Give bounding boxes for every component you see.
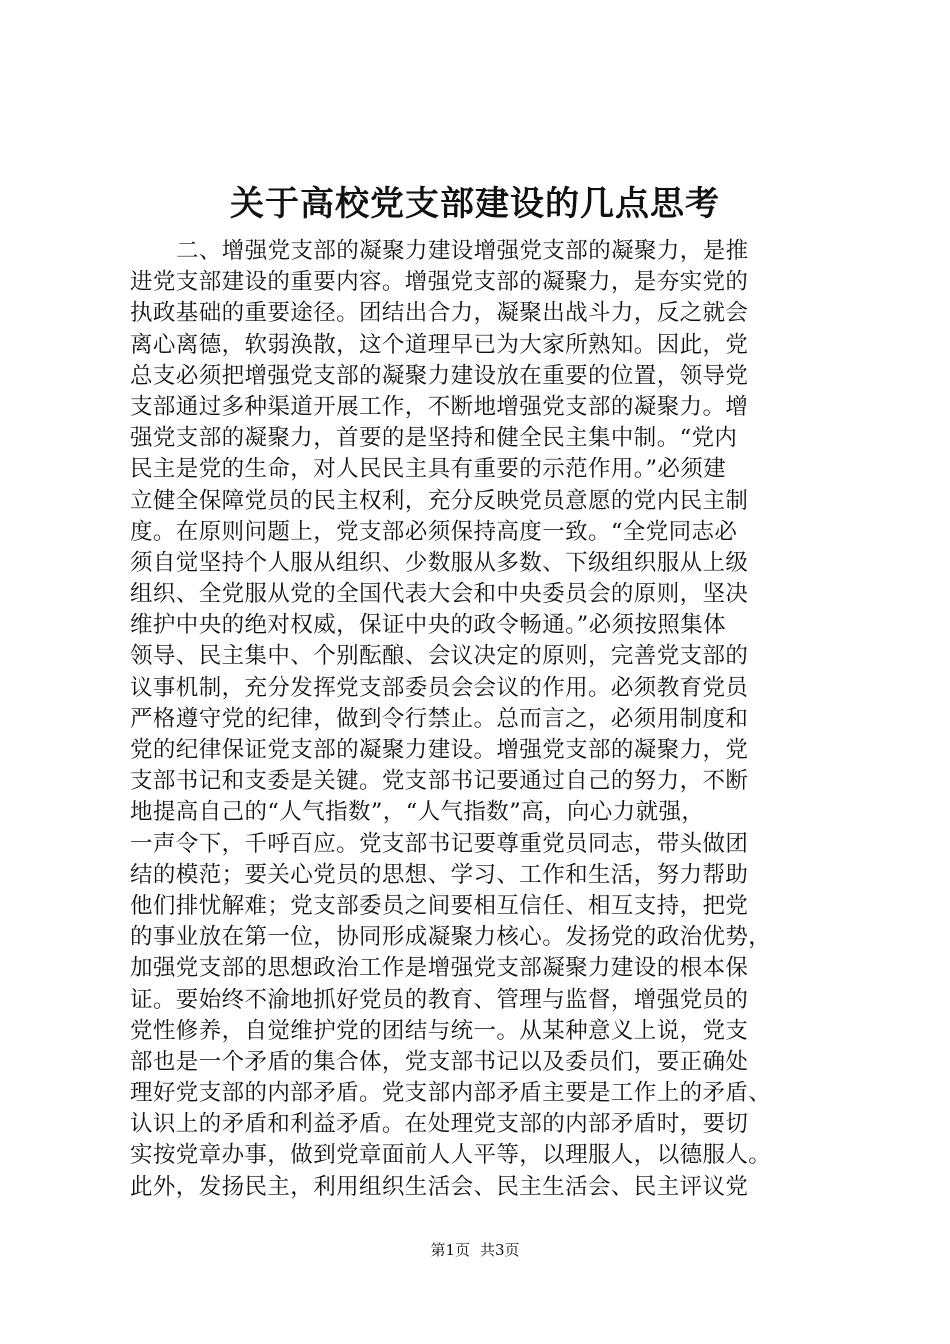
body-line: 认识上的矛盾和利益矛盾。在处理党支部的内部矛盾时，要切 xyxy=(130,1111,749,1138)
body-line: 结的模范；要关心党员的思想、学习、工作和生活，努力帮助 xyxy=(130,861,749,888)
body-line: 理好党支部的内部矛盾。党支部内部矛盾主要是工作上的矛盾、 xyxy=(130,1080,772,1107)
body-line: 议事机制，充分发挥党支部委员会会议的作用。必须教育党员 xyxy=(130,674,749,701)
document-body xyxy=(130,236,830,1203)
page-total: 共3页 xyxy=(480,1241,520,1259)
document-title: 关于高校党支部建设的几点思考 xyxy=(230,184,720,224)
body-line: 此外，发扬民主，利用组织生活会、民主生活会、民主评议党 xyxy=(130,1173,749,1200)
body-line: 须自觉坚持个人服从组织、少数服从多数、下级组织服从上级 xyxy=(130,549,749,576)
body-line: 他们排忧解难；党支部委员之间要相互信任、相互支持，把党 xyxy=(130,892,749,919)
body-line: 党性修养，自觉维护党的团结与统一。从某种意义上说，党支 xyxy=(130,1017,749,1044)
body-line: 进党支部建设的重要内容。增强党支部的凝聚力，是夯实党的 xyxy=(130,269,749,296)
body-line: 部也是一个矛盾的集合体，党支部书记以及委员们，要正确处 xyxy=(130,1048,749,1075)
body-line: 地提高自己的“人气指数”，“人气指数”高，向心力就强， xyxy=(130,799,705,826)
body-line: 强党支部的凝聚力，首要的是坚持和健全民主集中制。“党内 xyxy=(130,425,738,452)
body-line: 领导、民主集中、个别酝酿、会议决定的原则，完善党支部的 xyxy=(130,643,749,670)
body-line: 一声令下，千呼百应。党支部书记要尊重党员同志，带头做团 xyxy=(130,830,749,857)
body-line: 民主是党的生命，对人民民主具有重要的示范作用。”必须建 xyxy=(130,456,727,483)
body-line: 支部书记和支委是关键。党支部书记要通过自己的努力，不断 xyxy=(130,768,749,795)
body-line: 执政基础的重要途径。团结出合力，凝聚出战斗力，反之就会 xyxy=(130,300,749,327)
body-line: 加强党支部的思想政治工作是增强党支部凝聚力建设的根本保 xyxy=(130,955,749,982)
body-line: 的事业放在第一位，协同形成凝聚力核心。发扬党的政治优势， xyxy=(130,924,772,951)
page-footer xyxy=(0,1240,950,1260)
body-line: 二、增强党支部的凝聚力建设增强党支部的凝聚力，是推 xyxy=(176,238,749,264)
body-line: 组织、全党服从党的全国代表大会和中央委员会的原则，坚决 xyxy=(130,581,749,608)
body-line: 度。在原则问题上，党支部必须保持高度一致。“全党同志必 xyxy=(130,518,738,545)
page-number: 第1页 xyxy=(430,1241,470,1259)
body-line: 维护中央的绝对权威，保证中央的政令畅通。”必须按照集体 xyxy=(130,612,727,639)
body-line: 总支必须把增强党支部的凝聚力建设放在重要的位置，领导党 xyxy=(130,362,749,389)
body-line: 立健全保障党员的民主权利，充分反映党员意愿的党内民主制 xyxy=(130,487,749,514)
body-line: 证。要始终不渝地抓好党员的教育、管理与监督，增强党员的 xyxy=(130,986,749,1013)
body-line: 实按党章办事，做到党章面前人人平等，以理服人，以德服人。 xyxy=(130,1142,772,1169)
body-line: 严格遵守党的纪律，做到令行禁止。总而言之，必须用制度和 xyxy=(130,705,749,732)
body-line: 支部通过多种渠道开展工作，不断地增强党支部的凝聚力。增 xyxy=(130,393,749,420)
body-line: 党的纪律保证党支部的凝聚力建设。增强党支部的凝聚力，党 xyxy=(130,737,749,763)
body-line: 离心离德，软弱涣散，这个道理早已为大家所熟知。因此，党 xyxy=(130,331,749,358)
